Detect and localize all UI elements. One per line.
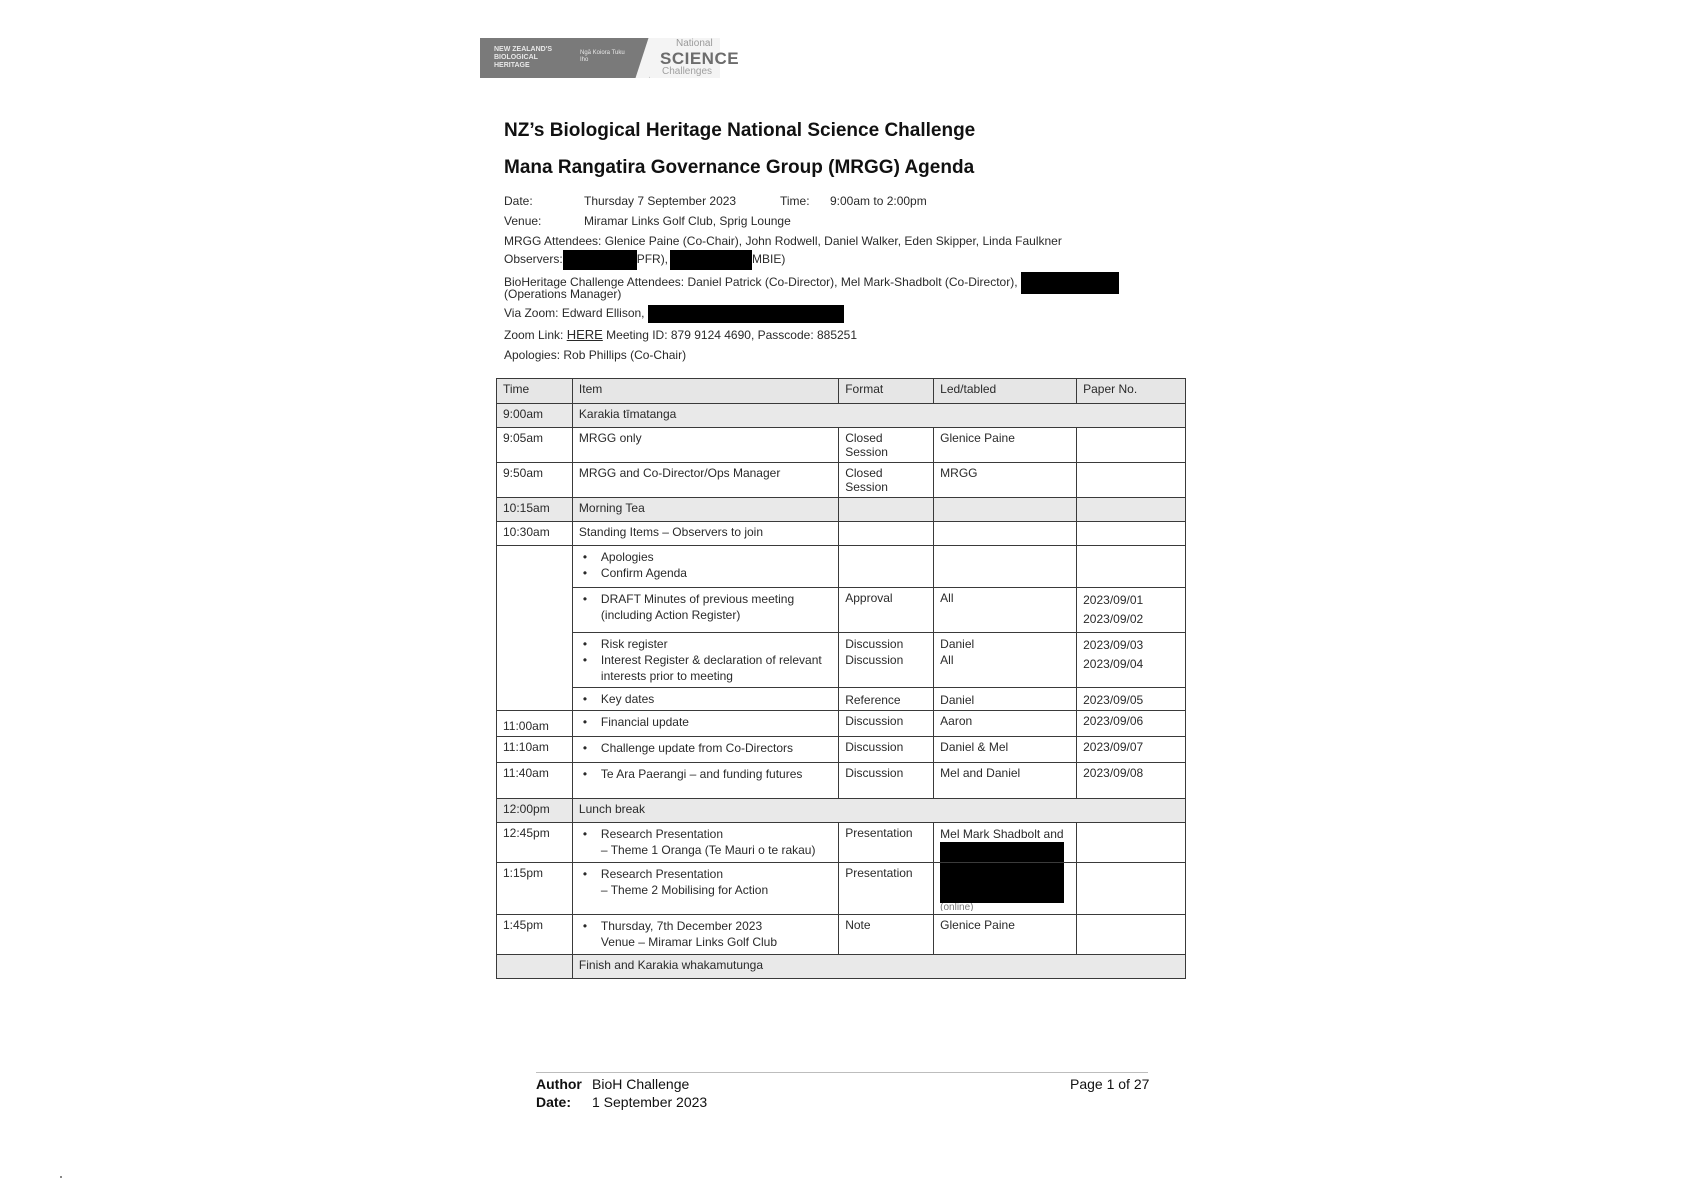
footer-date-label: Date:	[536, 1094, 572, 1110]
row-format: Discussion	[839, 763, 934, 799]
logo-challenges: Challenges	[662, 66, 713, 77]
list-item: • Apologies	[579, 549, 832, 565]
row-format	[839, 522, 934, 546]
row-led: Glenice Paine	[934, 915, 1077, 955]
header-format: Format	[839, 379, 934, 404]
row-format	[839, 546, 934, 588]
table-row	[497, 588, 1186, 633]
row-format: Discussion	[839, 737, 934, 763]
list-item: • Research Presentation	[579, 866, 832, 882]
row-led	[934, 498, 1077, 522]
footer-date	[536, 1094, 707, 1110]
zoom-link-line	[504, 327, 857, 342]
redaction-box	[1021, 272, 1119, 294]
row-time: 12:00pm	[497, 799, 573, 823]
row-time: 11:00am	[497, 711, 573, 737]
document-title: NZ’s Biological Heritage National Science Challenge	[504, 120, 976, 141]
redaction-box	[648, 305, 844, 323]
row-paper	[1077, 428, 1186, 463]
observers-line	[504, 250, 785, 270]
row-time: 11:40am	[497, 763, 573, 799]
list-item-continuation: – Theme 2 Mobilising for Action	[600, 883, 769, 897]
row-item	[572, 688, 838, 711]
row-time: 11:10am	[497, 737, 573, 763]
zoom-link-label: Zoom Link:	[504, 328, 564, 342]
footer-author-label: Author	[536, 1076, 582, 1092]
apologies-line	[504, 348, 686, 362]
row-paper	[1077, 915, 1186, 955]
led-value: All	[940, 653, 954, 667]
header-led: Led/tabled	[934, 379, 1077, 404]
list-item: • Thursday, 7th December 2023	[579, 918, 832, 934]
table-header-row	[497, 379, 1186, 404]
row-time: 9:50am	[497, 463, 573, 498]
row-led: Mel and Daniel	[934, 763, 1077, 799]
row-item	[572, 588, 838, 633]
row-format: Closed Session	[839, 463, 934, 498]
table-row	[497, 863, 1186, 915]
row-item: Lunch break	[572, 799, 1185, 823]
table-row	[497, 522, 1186, 546]
row-format: Presentation	[839, 823, 934, 863]
row-time-empty	[497, 546, 573, 711]
row-item: Finish and Karakia whakamutunga	[572, 955, 1185, 979]
venue-line	[504, 214, 791, 228]
row-paper: 2023/09/07	[1077, 737, 1186, 763]
row-format: Reference	[839, 688, 934, 711]
footer-author-value: BioH Challenge	[592, 1076, 690, 1092]
attendees-line	[504, 234, 1062, 248]
page-number: Page 1 of 27	[1070, 1076, 1150, 1092]
row-format: Discussion	[839, 711, 934, 737]
row-item	[572, 763, 838, 799]
row-time: 9:05am	[497, 428, 573, 463]
row-led: All	[934, 588, 1077, 633]
footer-author	[536, 1076, 689, 1092]
row-time: 10:15am	[497, 498, 573, 522]
redaction-box	[563, 250, 637, 270]
table-row	[497, 688, 1186, 711]
table-row	[497, 633, 1186, 688]
table-row	[497, 404, 1186, 428]
operations-manager-text: (Operations Manager)	[504, 287, 622, 301]
table-row	[497, 546, 1186, 588]
row-item: MRGG only	[572, 428, 838, 463]
row-led	[934, 863, 1077, 915]
row-led: Daniel & Mel	[934, 737, 1077, 763]
row-item	[572, 863, 838, 915]
footer-date-value: 1 September 2023	[592, 1094, 708, 1110]
row-time: 1:15pm	[497, 863, 573, 915]
table-row	[497, 737, 1186, 763]
list-item: • Risk register	[579, 636, 832, 652]
bioheritage-value: Daniel Patrick (Co-Director), Mel Mark-Shadbolt (Co-Director),	[687, 275, 1018, 290]
zoom-link[interactable]: HERE	[566, 327, 603, 342]
time-label: Time:	[780, 194, 810, 208]
row-paper	[1077, 546, 1186, 588]
list-item: • Financial update	[579, 714, 832, 730]
logo-light-panel	[650, 38, 740, 78]
row-time: 10:30am	[497, 522, 573, 546]
format-value: Discussion	[845, 637, 904, 651]
footer-divider	[536, 1072, 1148, 1073]
list-item: • Interest Register & declaration of relevant	[579, 652, 832, 668]
attendees-value: Glenice Paine (Co-Chair), John Rodwell, Daniel Walker, Eden Skipper, Linda Faulkner	[604, 234, 1062, 248]
format-value: Discussion	[845, 653, 904, 667]
row-paper: 2023/09/06	[1077, 711, 1186, 737]
logo-national: National	[676, 38, 713, 49]
date-value: Thursday 7 September 2023	[584, 194, 737, 208]
table-row	[497, 823, 1186, 863]
row-format	[839, 633, 934, 688]
header-time: Time	[497, 379, 573, 404]
list-item-continuation: interests prior to meeting	[600, 669, 733, 683]
venue-value: Miramar Links Golf Club, Sprig Lounge	[584, 214, 791, 228]
row-paper	[1077, 522, 1186, 546]
operations-manager-line	[504, 287, 621, 301]
scan-speck	[60, 1176, 62, 1178]
table-row	[497, 763, 1186, 799]
row-item	[572, 711, 838, 737]
row-time-empty	[497, 955, 573, 979]
zoom-link-details: Meeting ID: 879 9124 4690, Passcode: 885251	[606, 328, 858, 342]
row-format: Approval	[839, 588, 934, 633]
logo-science: SCIENCE	[660, 49, 740, 68]
table-row	[497, 711, 1186, 737]
apologies-label: Apologies:	[504, 348, 561, 362]
redaction-box	[670, 250, 752, 270]
header-item: Item	[572, 379, 838, 404]
row-paper	[1077, 633, 1186, 688]
date-line	[504, 194, 927, 208]
row-time: 12:45pm	[497, 823, 573, 863]
table-row	[497, 428, 1186, 463]
row-led: Aaron	[934, 711, 1077, 737]
row-item	[572, 823, 838, 863]
list-item-continuation: Venue – Miramar Links Golf Club	[600, 935, 778, 949]
row-led: Daniel	[934, 688, 1077, 711]
table-row	[497, 463, 1186, 498]
attendees-label: MRGG Attendees:	[504, 234, 602, 248]
row-item: Morning Tea	[572, 498, 838, 522]
list-item: • Key dates	[579, 691, 832, 707]
row-paper	[1077, 463, 1186, 498]
agenda-title: Mana Rangatira Governance Group (MRGG) Agenda	[504, 157, 975, 178]
logo-dark-panel	[480, 38, 650, 78]
bioheritage-label: BioHeritage Challenge Attendees:	[504, 275, 685, 290]
row-time: 1:45pm	[497, 915, 573, 955]
header-paper: Paper No.	[1077, 379, 1186, 404]
paper-number: 2023/09/01	[1083, 593, 1144, 607]
date-label: Date:	[504, 194, 533, 208]
list-item: • Research Presentation	[579, 826, 832, 842]
row-item: Standing Items – Observers to join	[572, 522, 838, 546]
list-item: • Challenge update from Co-Directors	[579, 740, 832, 756]
led-value: (online)	[940, 903, 974, 911]
paper-number: 2023/09/04	[1083, 657, 1144, 671]
row-led	[934, 823, 1077, 863]
agenda-table	[496, 378, 1186, 979]
table-row	[497, 799, 1186, 823]
row-item	[572, 546, 838, 588]
paper-number: 2023/09/02	[1083, 612, 1144, 626]
row-paper	[1077, 823, 1186, 863]
row-paper	[1077, 498, 1186, 522]
row-paper: 2023/09/05	[1077, 688, 1186, 711]
row-format: Presentation	[839, 863, 934, 915]
row-item	[572, 737, 838, 763]
row-item	[572, 633, 838, 688]
redaction-box	[940, 863, 1064, 903]
row-format: Closed Session	[839, 428, 934, 463]
time-value: 9:00am to 2:00pm	[830, 194, 927, 208]
row-led	[934, 522, 1077, 546]
table-row	[497, 955, 1186, 979]
redaction-box	[940, 842, 1064, 862]
venue-label: Venue:	[504, 214, 542, 228]
table-row	[497, 915, 1186, 955]
list-item: • DRAFT Minutes of previous meeting	[579, 591, 832, 607]
row-format	[839, 498, 934, 522]
list-item-continuation: (including Action Register)	[600, 608, 741, 622]
logo-left-text: NEW ZEALAND'S BIOLOGICAL HERITAGE	[494, 46, 553, 69]
challenge-logo	[480, 38, 740, 80]
observers-part2: MBIE)	[752, 252, 786, 267]
observers-label: Observers:	[504, 252, 563, 267]
zoom-label: Via Zoom:	[504, 306, 559, 321]
row-item: MRGG and Co-Director/Ops Manager	[572, 463, 838, 498]
row-led	[934, 633, 1077, 688]
observers-part1: PFR),	[636, 252, 669, 267]
led-value: Mel Mark Shadbolt and	[940, 827, 1064, 841]
paper-number: 2023/09/03	[1083, 638, 1144, 652]
zoom-value: Edward Ellison,	[561, 306, 645, 321]
list-item: • Confirm Agenda	[579, 565, 832, 581]
row-led: MRGG	[934, 463, 1077, 498]
row-paper	[1077, 588, 1186, 633]
logo-mid-text: Ngā Koiora Tuku Iho	[580, 50, 625, 63]
row-paper: 2023/09/08	[1077, 763, 1186, 799]
list-item: • Te Ara Paerangi – and funding futures	[579, 766, 832, 782]
row-format: Note	[839, 915, 934, 955]
row-paper	[1077, 863, 1186, 915]
zoom-attendees-line	[504, 305, 844, 323]
apologies-value: Rob Phillips (Co-Chair)	[563, 348, 687, 362]
led-value: Daniel	[940, 637, 975, 651]
row-item	[572, 915, 838, 955]
table-row	[497, 498, 1186, 522]
list-item-continuation: – Theme 1 Oranga (Te Mauri o te rakau)	[600, 843, 816, 857]
row-time: 9:00am	[497, 404, 573, 428]
row-item: Karakia tīmatanga	[572, 404, 1185, 428]
row-led: Glenice Paine	[934, 428, 1077, 463]
row-led	[934, 546, 1077, 588]
